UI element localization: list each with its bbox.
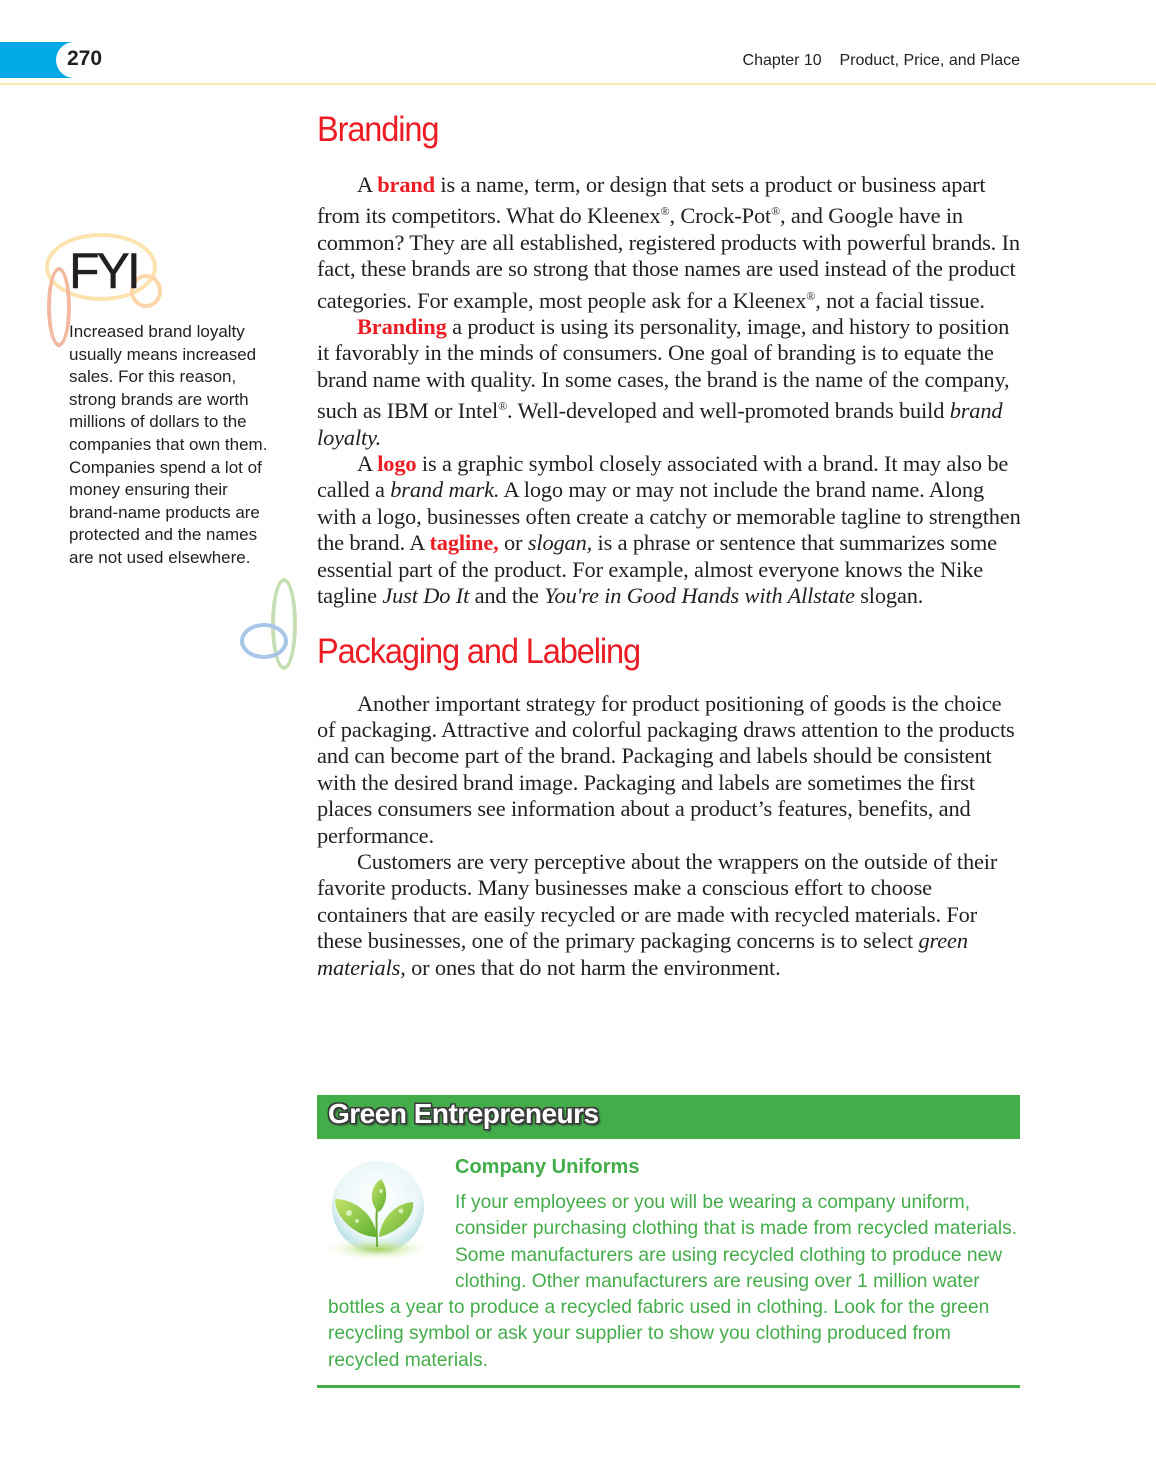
italic-term: slogan, [527,530,593,556]
fyi-label: FYI [69,243,138,299]
fyi-tall-ring-icon [47,267,71,347]
paragraph-branding-definition [317,314,1022,451]
text-span: . Well-developed and well-promoted brands build [507,398,950,424]
registered-mark: ® [660,204,670,219]
banner-title: Green Entrepreneurs [328,1098,599,1129]
key-term-tagline: tagline, [429,530,499,556]
paragraph-brand-definition [317,172,1022,314]
key-term-branding: Branding [357,314,447,340]
paragraph-logo-definition [317,451,1022,609]
text-span: and the [469,583,545,609]
section-heading-branding: Branding [317,110,439,149]
text-span: Customers are very perceptive about the wrappers on the outside of their favorite products. Many businesses make a conscious effort to choose containers that are easily recycled or are made with recycled materials. For these businesses, one of the primary packaging concerns is to select [317,848,998,954]
icon-float-spacer [328,1190,455,1295]
registered-mark: ® [771,204,781,219]
text-span: , Crock-Pot [669,203,772,229]
green-entrepreneurs-feature [317,1095,1020,1371]
text-span: A [357,451,378,477]
key-term-logo: logo [377,451,417,477]
key-term-brand: brand [377,172,435,197]
text-span: is a name, term, or design that sets a product or business apart from its competitors. What do Kleenex [317,172,986,229]
text-span: , not a facial tissue. [815,287,985,313]
feature-bottom-rule [317,1385,1020,1388]
text-span: a product is using its personality, image, and history to position it favorably in the minds of consumers. One goal of branding is to equate the brand name with quality. In some cases, the brand is the name of the company, such as IBM or Intel [317,314,1010,424]
feature-text-body: If your employees or you will be wearing a company uniform, consider purchasing clothing that is made from recycled materials. Some manufacturers are using recycled clothing to produce new clothing. Other manufacturers are reusing over 1 million water bottles a year to produce a recycled fabric used in clothing. Look for the green recycling symbol or ask your supplier to show you clothing produced from recycled materials. [328,1192,1018,1371]
main-column [317,108,1022,981]
italic-term: green materials, [317,928,968,980]
text-span: , and Google have in common? They are all established, registered products with powerful brands. In fact, these brands are so strong that those names are used instead of the product categories. For example, most people ask for a Kleenex [317,203,1020,313]
text-span: A logo may or may not include the brand name. Along with a logo, businesses often create a catchy or memorable tagline to strengthen the brand. A [317,477,1021,556]
italic-term: brand loyalty. [317,398,1003,450]
text-span: is a phrase or sentence that summarizes some essential part of the product. For example, almost everyone knows the Nike tagline [317,530,997,609]
italic-term: You're in Good Hands with Allstate [544,583,855,609]
feature-subtitle: Company Uniforms [455,1156,640,1178]
decorative-blue-ring-icon [240,623,288,659]
text-span: A [357,172,378,197]
text-span: or [498,530,528,556]
page-number: 270 [67,47,103,70]
text-span: is a graphic symbol closely associated with a brand. It may also be called a [317,451,1009,503]
header-divider [0,83,1156,85]
paragraph-packaging: Another important strategy for product positioning of goods is the choice of packaging. Attractive and colorful packaging draws attention to the products and can become part of the brand. Packaging and labels should be consistent with the desired brand image. Packaging and labels are sometimes the first places consumers see information about a product’s features, benefits, and performance. [317,690,1015,848]
running-head: Chapter 10 Product, Price, and Place [742,52,1020,69]
fyi-text: Increased brand loyalty usually means increased sales. For this reason, strong brands are worth millions of dollars to the companies that own them. Companies spend a lot of money ensuring their brand-name products are protected and the names are not used elsewhere. [69,322,268,567]
fyi-sidebar [40,230,280,680]
registered-mark: ® [806,288,816,303]
text-span: or ones that do not harm the environment. [405,954,781,980]
green-entrepreneurs-banner [317,1095,1020,1139]
paragraph-green-materials [317,849,1022,981]
feature-text [328,1190,1018,1374]
italic-term: brand mark. [390,477,500,503]
italic-term: Just Do It [382,583,470,609]
registered-mark: ® [498,399,508,414]
text-span: slogan. [854,583,924,609]
section-heading-packaging: Packaging and Labeling [317,631,640,671]
